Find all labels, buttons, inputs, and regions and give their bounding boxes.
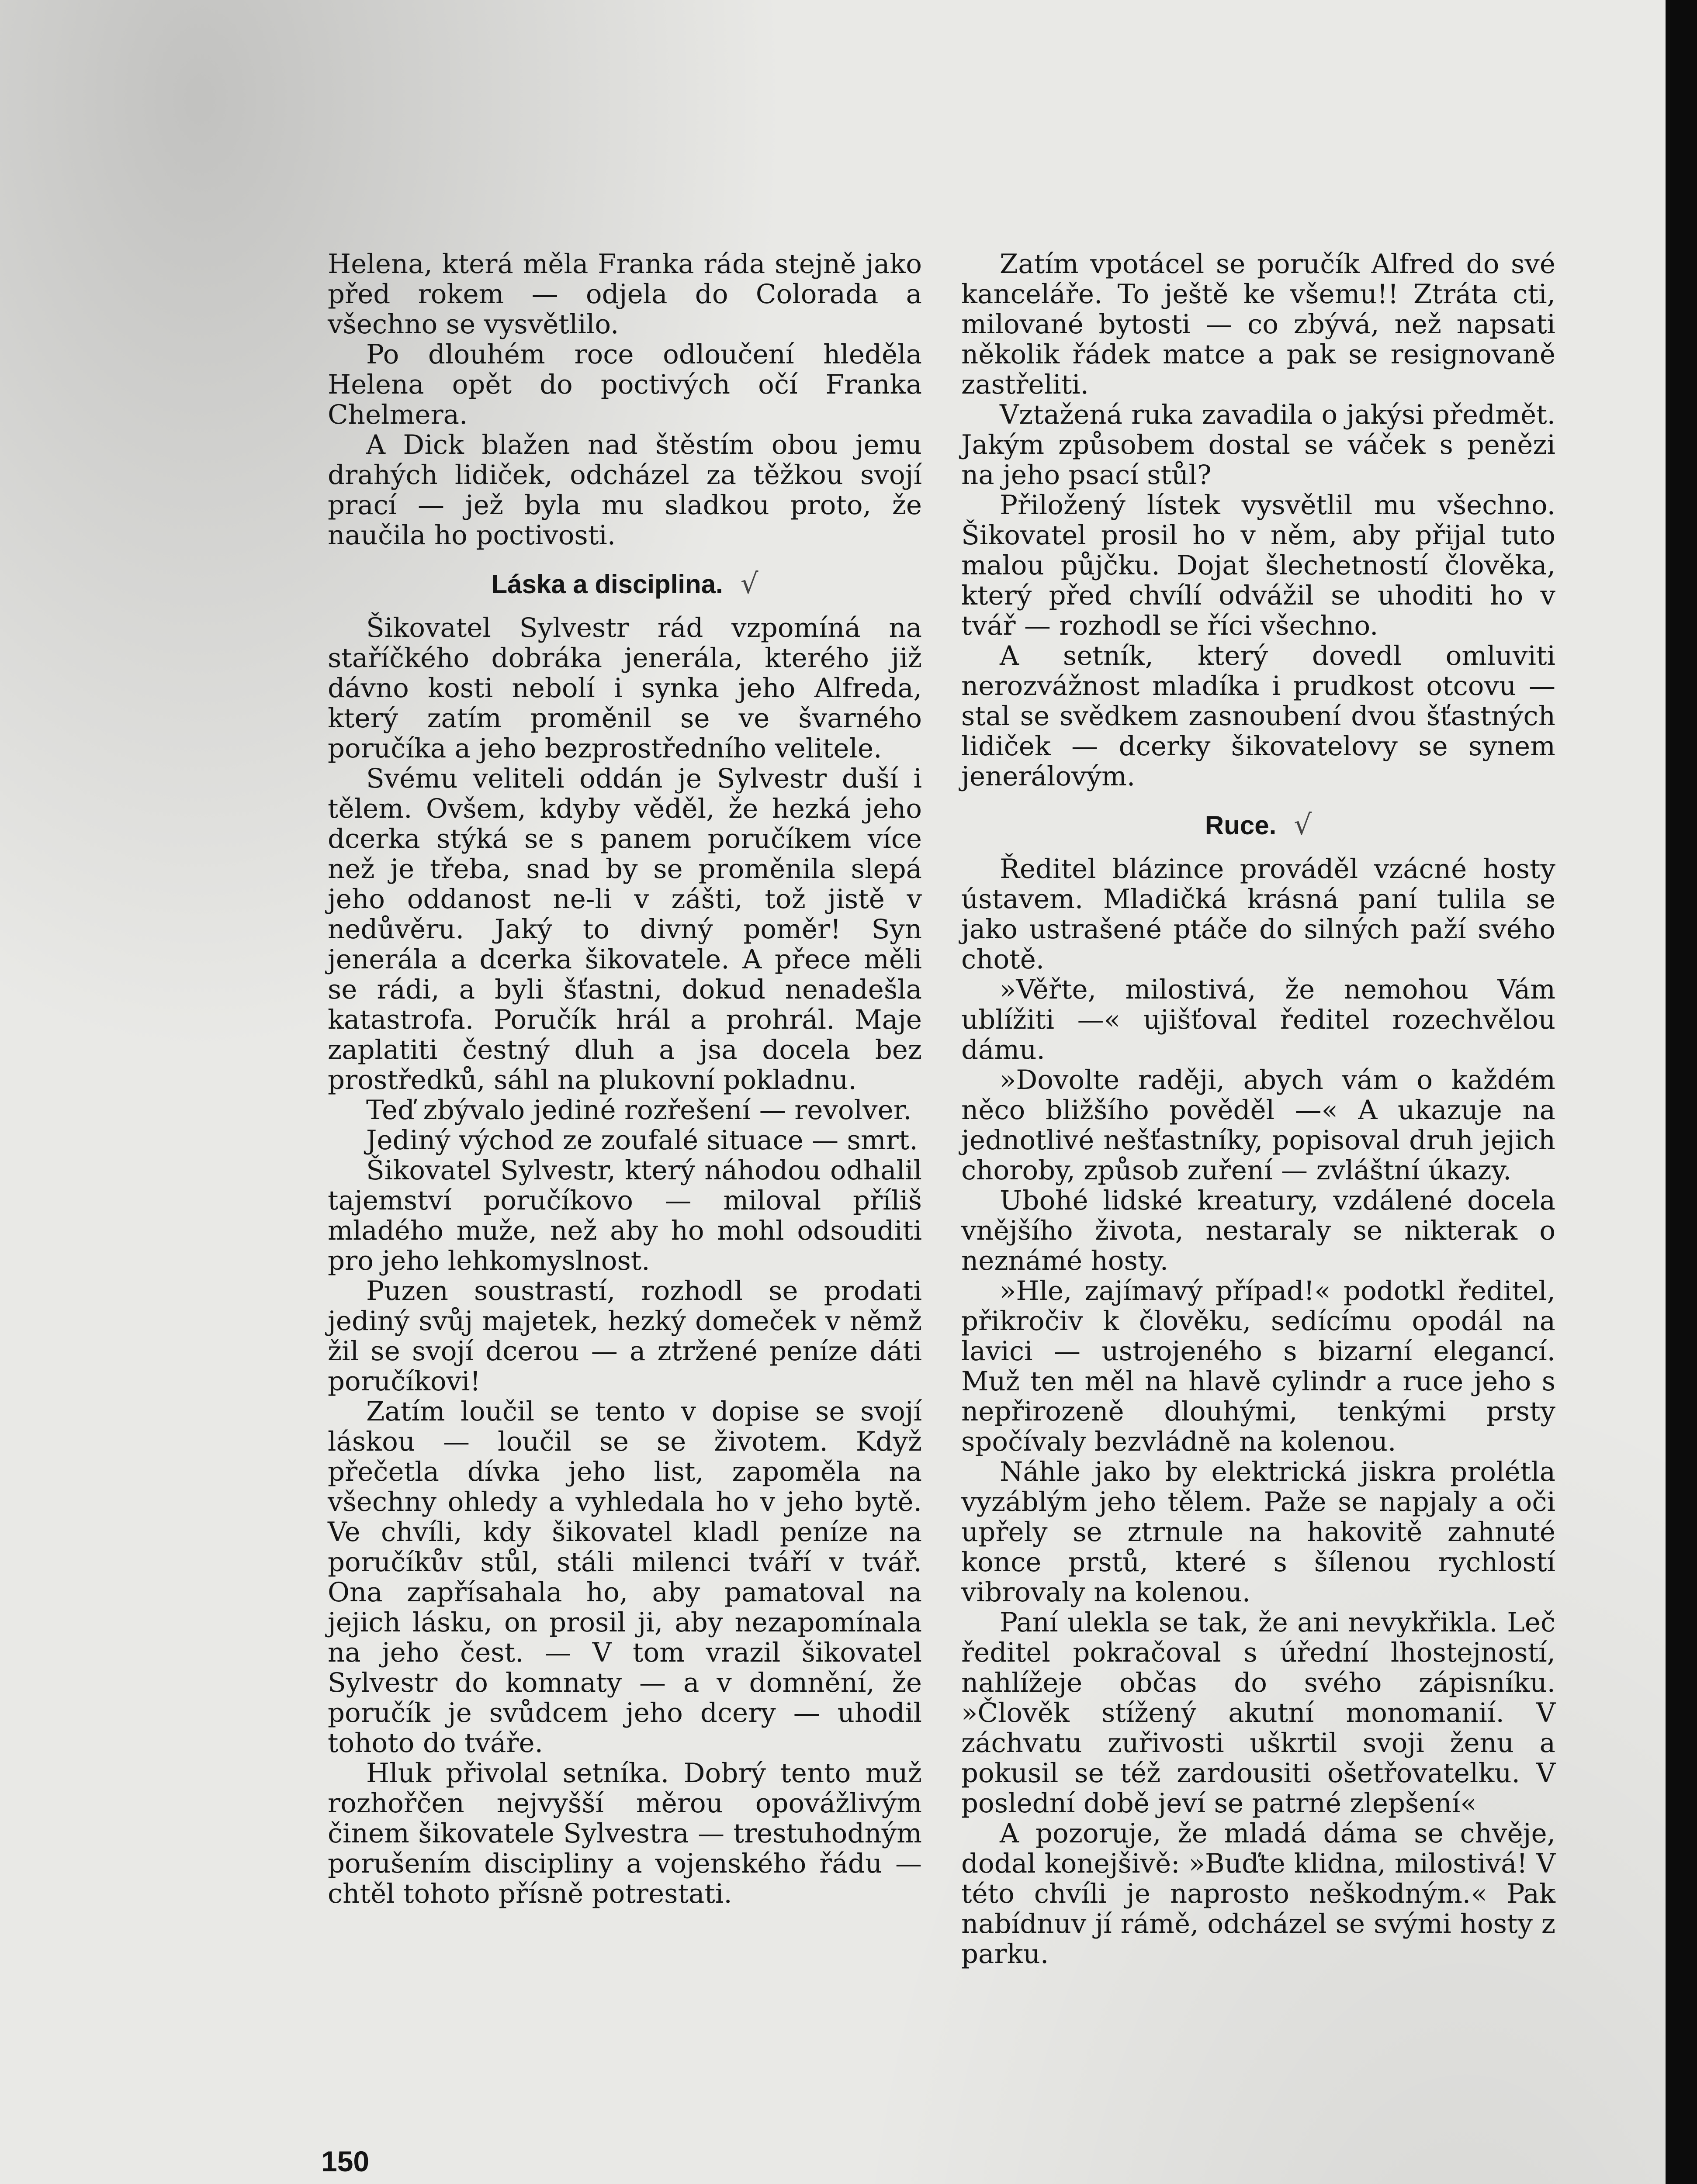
right-paragraph: Paní ulekla se tak, že ani nevykřikla. Leč ředitel pokračoval s úřední lhostejností, nahlížeje občas do svého zápisníku. »Člověk stížený akutní monomanií. V záchvatu zuřivosti uškrtil svoji ženu a pokusil se též zardousiti ošetřovatelku. V poslední době jeví se patrné zlepšení« — [961, 1607, 1555, 1819]
right-paragraph: A pozoruje, že mladá dáma se chvěje, dodal konejšivě: »Buďte klidna, milostivá! V této chvíli je naprosto neškodným.« Pak nabídnuv jí rámě, odcházel se svými hosty z parku. — [961, 1818, 1555, 1970]
right-paragraph: A setník, který dovedl omluviti nerozvážnost mladíka i prudkost otcovu — stal se svědkem zasnoubení dvou šťastných lidiček — dcerky šikovatelovy se synem jenerálovým. — [961, 640, 1555, 792]
right-column — [961, 249, 1555, 1969]
right-paragraph: Ředitel blázince prováděl vzácné hosty ústavem. Mladičká krásná paní tulila se jako ustrašené ptáče do silných paží svého chotě. — [961, 854, 1555, 975]
left-paragraph: Hluk přivolal setníka. Dobrý tento muž rozhořčen nejvyšší měrou opovážlivým činem šikovatele Sylvestra — trestuhodným porušením discipliny a vojenského řádu — chtěl tohoto přísně potrestati. — [328, 1758, 922, 1909]
pencil-check-mark: √ — [1294, 809, 1312, 841]
right-section-heading — [961, 810, 1555, 841]
left-section-heading — [328, 569, 922, 600]
right-paragraph: Náhle jako by elektrická jiskra prolétla vyzáblým jeho tělem. Paže se napjaly a oči upřely se ztrnule na hakovitě zahnuté konce prstů, které s šílenou rychlostí vibrovaly na kolenou. — [961, 1456, 1555, 1608]
page-number: 150 — [321, 2145, 370, 2177]
heading-text: Láska a disciplina. — [491, 570, 723, 599]
left-paragraph: Po dlouhém roce odloučení hleděla Helena opět do poctivých očí Franka Chelmera. — [328, 339, 922, 430]
left-paragraph: Teď zbývalo jediné rozřešení — revolver. — [366, 1095, 912, 1126]
heading-text: Ruce. — [1205, 811, 1277, 840]
right-paragraph: Ubohé lidské kreatury, vzdálené docela vnějšího života, nestaraly se nikterak o neznámé hosty. — [961, 1185, 1555, 1276]
left-paragraph: Svému veliteli oddán je Sylvestr duší i tělem. Ovšem, kdyby věděl, že hezká jeho dcerka stýká se s panem poručíkem více než je třeba, snad by se proměnila slepá jeho oddanost ne-li v zášti, tož jistě v nedůvěru. Jaký to divný poměr! Syn jenerála a dcerka šikovatele. A přece měli se rádi, a byli šťastni, dokud nenadešla katastrofa. Poručík hrál a prohrál. Maje zaplatiti čestný dluh a jsa docela bez prostředků, sáhl na plukovní pokladnu. — [328, 763, 922, 1095]
pencil-check-mark: √ — [740, 568, 758, 600]
left-paragraph: Helena, která měla Franka ráda stejně jako před rokem — odjela do Colorada a všechno se vysvětlilo. — [328, 249, 922, 340]
right-paragraph: Vztažená ruka zavadila o jakýsi předmět. Jakým způsobem dostal se váček s penězi na jeho psací stůl? — [961, 399, 1555, 491]
left-paragraph: Šikovatel Sylvestr rád vzpomíná na staříčkého dobráka jenerála, kterého již dávno kosti nebolí i synka jeho Alfreda, který zatím proměnil se ve švarného poručíka a jeho bezprostředního velitele. — [328, 612, 922, 764]
right-paragraph: Zatím vpotácel se poručík Alfred do své kanceláře. To ještě ke všemu!! Ztráta cti, milované bytosti — co zbývá, než napsati několik řádek matce a pak se resignovaně zastřeliti. — [961, 249, 1555, 400]
left-paragraph: Puzen soustrastí, rozhodl se prodati jediný svůj majetek, hezký domeček v němž žil se svojí dcerou — a ztržené peníze dáti poručíkovi! — [328, 1275, 922, 1397]
left-paragraph: Zatím loučil se tento v dopise se svojí láskou — loučil se se životem. Když přečetla dívka jeho list, zapoměla na všechny ohledy a vyhledala ho v jeho bytě. Ve chvíli, kdy šikovatel kladl peníze na poručíkův stůl, stáli milenci tváří v tvář. Ona zapřísahala ho, aby pamatoval na jejich lásku, on prosil ji, aby nezapomínala na jeho čest. — V tom vrazil šikovatel Sylvestr do komnaty — a v domnění, že poručík je svůdcem jeho dcery — uhodil tohoto do tváře. — [328, 1396, 922, 1759]
right-paragraph: »Dovolte raději, abych vám o každém něco bližšího pověděl —« A ukazuje na jednotlivé nešťastníky, popisoval druh jejich choroby, způsob zuření — zvláštní úkazy. — [961, 1064, 1555, 1186]
right-paragraph: »Hle, zajímavý případ!« podotkl ředitel, přikročiv k člověku, sedícímu opodál na lavici — ustrojeného s bizarní elegancí. Muž ten měl na hlavě cylindr a ruce jeho s nepřirozeně dlouhými, tenkými prsty spočívaly bezvládně na kolenou. — [961, 1275, 1555, 1457]
left-paragraph: Jediný východ ze zoufalé situace — smrt. — [366, 1125, 918, 1156]
left-column — [328, 249, 922, 1909]
left-paragraph: A Dick blažen nad štěstím obou jemu drahých lidiček, odcházel za těžkou svojí prací — jež byla mu sladkou proto, že naučila ho poctivosti. — [328, 429, 922, 551]
left-paragraph: Šikovatel Sylvestr, který náhodou odhalil tajemství poručíkovo — miloval příliš mladého muže, než aby ho mohl odsouditi pro jeho lehkomyslnost. — [328, 1155, 922, 1276]
right-paragraph: »Věřte, milostivá, že nemohou Vám ublížiti —« ujišťoval ředitel rozechvělou dámu. — [961, 974, 1555, 1065]
right-paragraph: Přiložený lístek vysvětlil mu všechno. Šikovatel prosil ho v něm, aby přijal tuto malou půjčku. Dojat šlechetností člověka, který před chvílí odvážil se uhoditi ho v tvář — rozhodl se říci všechno. — [961, 490, 1555, 641]
